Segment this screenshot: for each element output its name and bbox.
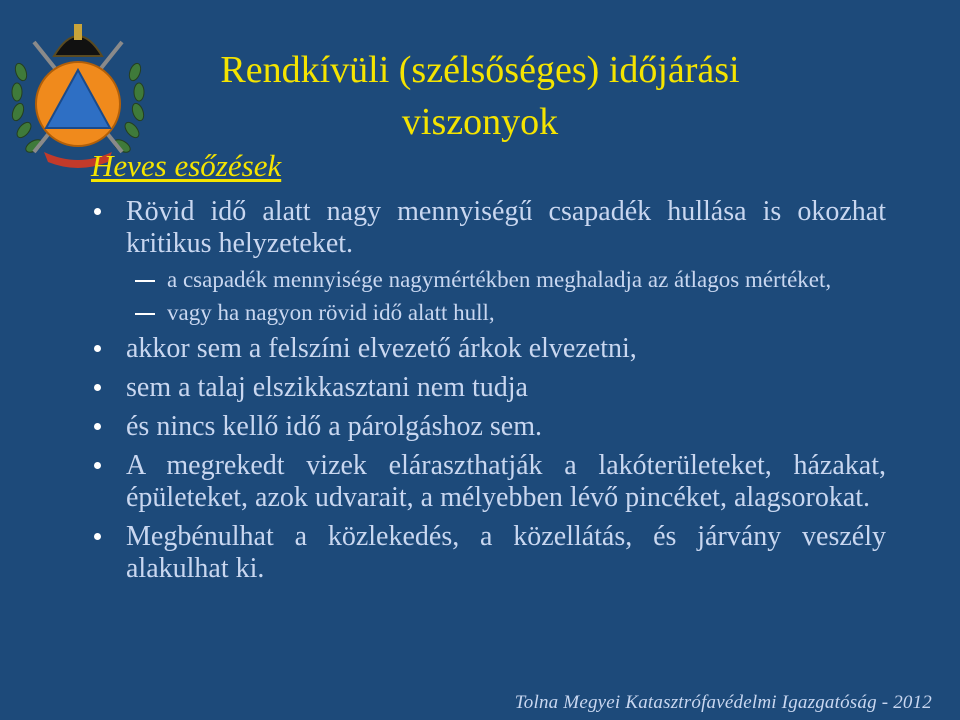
sub-item: a csapadék mennyisége nagymértékben meghaladja az átlagos mértéket, bbox=[135, 266, 886, 293]
bullet-list bbox=[92, 196, 886, 585]
bullet-item: Megbénulhat a közlekedés, a közellátás, és járvány veszély alakulhat ki. bbox=[92, 521, 886, 585]
bullet-item: Rövid idő alatt nagy mennyiségű csapadék hullása is okozhat kritikus helyzeteket. bbox=[92, 196, 886, 260]
bullet-item: és nincs kellő idő a párolgáshoz sem. bbox=[92, 411, 886, 443]
bullet-item: A megrekedt vizek eláraszthatják a lakóterületeket, házakat, épületeket, azok udvarait, a mélyebben lévő pincéket, alagsorokat. bbox=[92, 450, 886, 514]
title-line-1: Rendkívüli (szélsőséges) időjárási bbox=[220, 49, 740, 91]
title-line-2: viszonyok bbox=[401, 101, 559, 143]
sub-item: vagy ha nagyon rövid idő alatt hull, bbox=[135, 299, 886, 326]
bullet-item: sem a talaj elszikkasztani nem tudja bbox=[92, 372, 886, 404]
footer-text: Tolna Megyei Katasztrófavédelmi Igazgatóság - 2012 bbox=[514, 692, 932, 713]
slide-title bbox=[150, 44, 810, 148]
bullet-item: akkor sem a felszíni elvezető árkok elvezetni, bbox=[92, 333, 886, 365]
section-heading: Heves esőzések bbox=[91, 148, 282, 183]
